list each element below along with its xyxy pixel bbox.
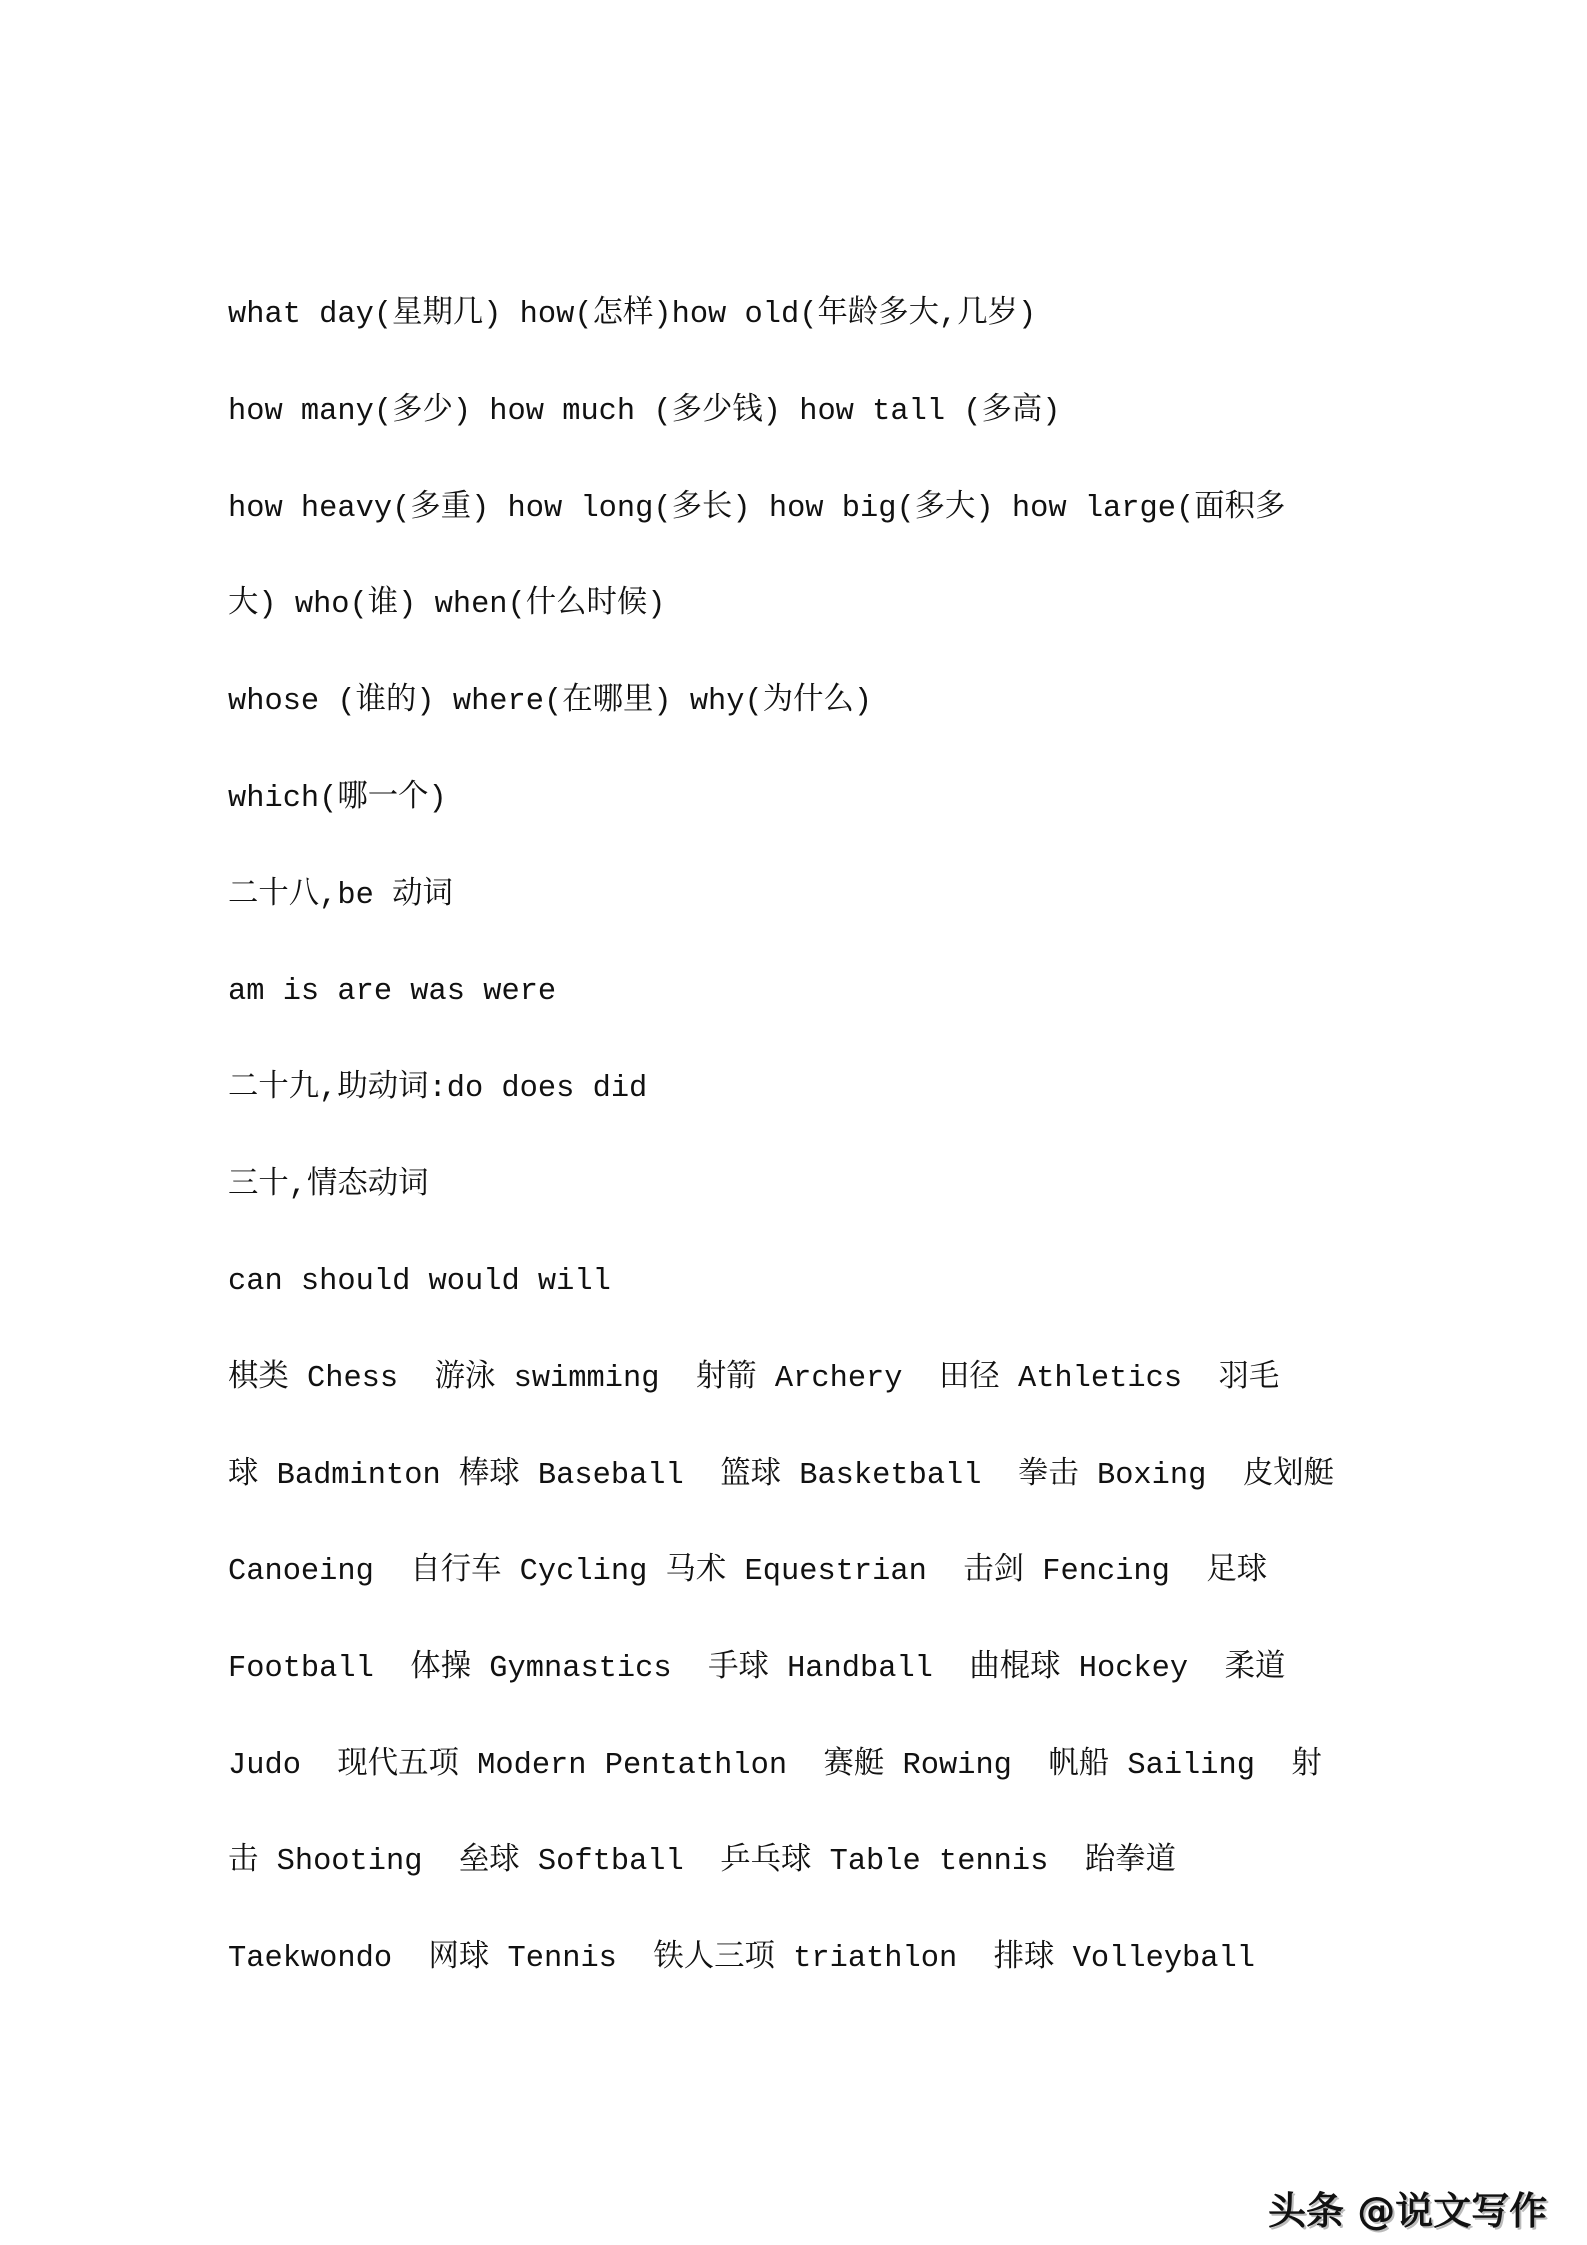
text-line: how heavy(多重) how long(多长) how big(多大) how large(面积多	[228, 491, 1286, 526]
section-heading: 二十八,be 动词	[228, 878, 453, 913]
text-line: whose (谁的) where(在哪里) why(为什么)	[228, 684, 873, 719]
text-line: how many(多少) how much (多少钱) how tall (多高)	[228, 394, 1061, 429]
text-line: can should would will	[228, 1264, 611, 1299]
text-line: Judo 现代五项 Modern Pentathlon 赛艇 Rowing 帆船 Sailing 射	[228, 1748, 1322, 1783]
text-line: Football 体操 Gymnastics 手球 Handball 曲棍球 Hockey 柔道	[228, 1651, 1286, 1686]
section-heading: 三十,情态动词	[228, 1168, 429, 1203]
section-heading: 二十九,助动词:do does did	[228, 1071, 648, 1106]
text-line: what day(星期几) how(怎样)how old(年龄多大,几岁)	[228, 297, 1037, 332]
text-line: Taekwondo 网球 Tennis 铁人三项 triathlon 排球 Volleyball	[228, 1941, 1255, 1976]
text-line: Canoeing 自行车 Cycling 马术 Equestrian 击剑 Fencing 足球	[228, 1554, 1268, 1589]
text-line: 击 Shooting 垒球 Softball 乒乓球 Table tennis 跆拳道	[228, 1844, 1176, 1879]
text-line: 大) who(谁) when(什么时候)	[228, 587, 666, 622]
text-line: which(哪一个)	[228, 781, 447, 816]
text-line: 球 Badminton 棒球 Baseball 篮球 Basketball 拳击 Boxing 皮划艇	[228, 1458, 1334, 1493]
text-line: am is are was were	[228, 974, 557, 1009]
text-line: 棋类 Chess 游泳 swimming 射箭 Archery 田径 Athletics 羽毛	[228, 1361, 1280, 1396]
watermark: 头条 @说文写作	[1268, 2189, 1548, 2233]
